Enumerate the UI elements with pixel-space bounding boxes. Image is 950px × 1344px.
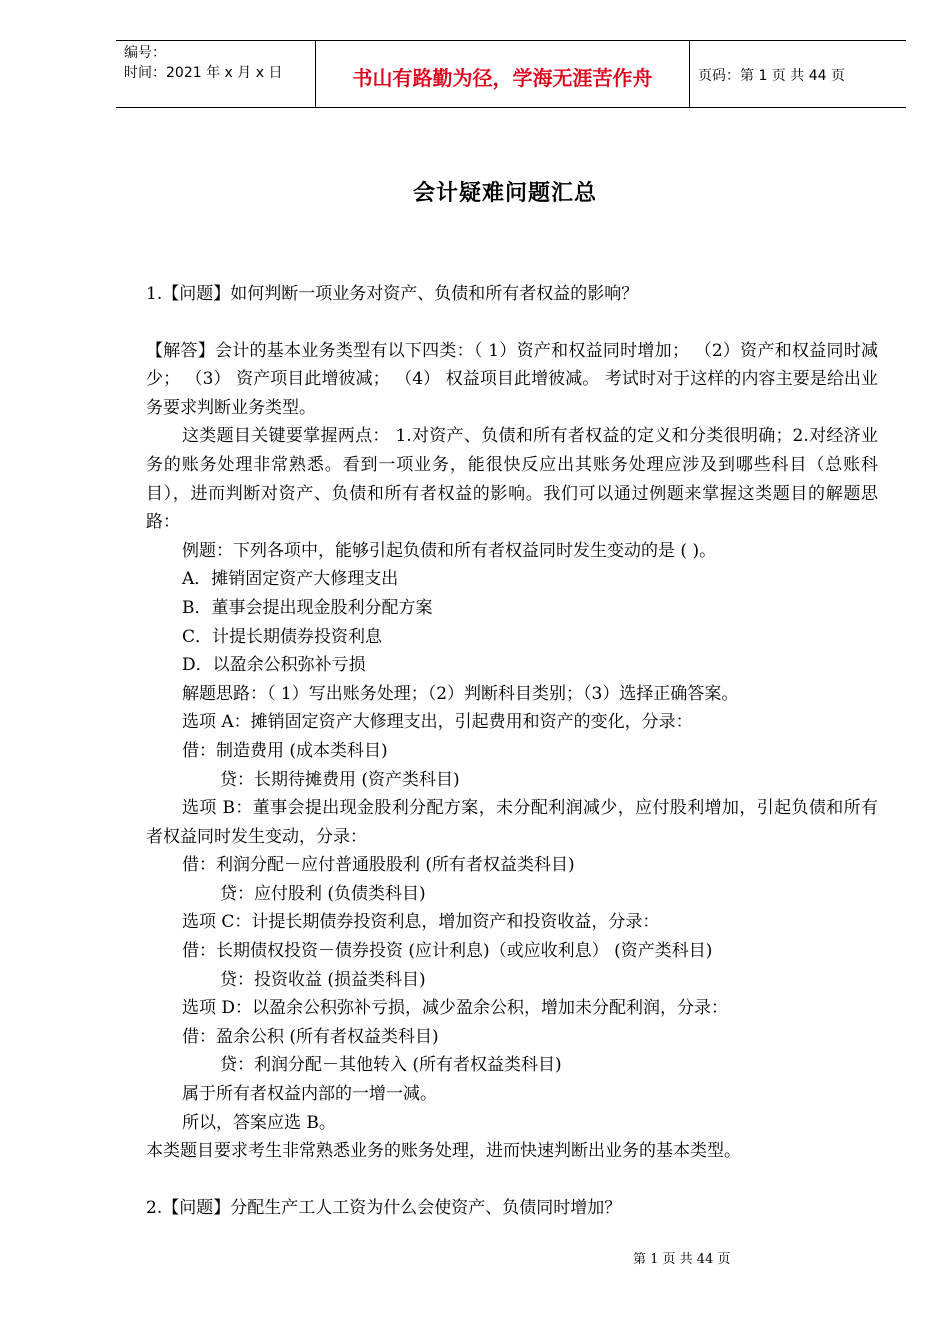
option-b: B．董事会提出现金股利分配方案 [182,597,433,618]
option-d-credit: 贷：利润分配－其他转入 (所有者权益类科目) [220,1055,562,1076]
header-meta [116,41,316,107]
page-header [116,40,906,108]
summary: 本类题目要求考生非常熟悉业务的账务处理，进而快速判断出业务的基本类型。 [146,1141,741,1162]
option-a-debit: 借：制造费用 (成本类科目) [182,740,388,761]
option-b-analysis: 选项 B：董事会提出现金股利分配方案，未分配利润减少，应付股利增加，引起负债和所有者权益同时发生变动，分录： [146,798,878,847]
option-c-analysis: 选项 C：计提长期债券投资利息，增加资产和投资收益，分录： [182,912,660,933]
time-label: 时间：2021 年 x 月 x 日 [124,65,283,81]
option-d-analysis: 选项 D：以盈余公积弥补亏损，减少盈余公积，增加未分配利润，分录： [182,998,729,1019]
question-2: 2.【问题】分配生产工人工资为什么会使资产、负债同时增加？ [146,1197,622,1218]
question-1: 1.【问题】如何判断一项业务对资产、负债和所有者权益的影响？ [146,284,639,304]
document-body [146,280,878,1222]
option-c: C．计提长期债券投资利息 [182,626,383,647]
header-page-info: 页码：第 1 页 共 44 页 [698,68,845,84]
option-c-debit: 借：长期债权投资－债券投资 (应计利息)（或应收利息） (资产类科目) [182,941,713,962]
option-b-credit: 贷：应付股利 (负债类科目) [220,883,426,904]
option-d: D．以盈余公积弥补亏损 [182,655,366,676]
document-title: 会计疑难问题汇总 [412,181,597,206]
option-c-credit: 贷：投资收益 (损益类科目) [220,969,426,990]
option-d-debit: 借：盈余公积 (所有者权益类科目) [182,1026,439,1047]
example-question: 例题：下列各项中，能够引起负债和所有者权益同时发生变动的是 ( )。 [182,540,717,561]
code-label: 编号： [124,45,166,61]
option-b-debit: 借：利润分配－应付普通股股利 (所有者权益类科目) [182,855,575,876]
option-a: A．摊销固定资产大修理支出 [182,569,399,590]
answer-paragraph-2: 这类题目关键要掌握两点： 1.对资产、负债和所有者权益的定义和分类很明确；2.对经济业务的账务处理非常熟悉。看到一项业务，能很快反应出其账务处理应涉及到哪些科目（总账科目），进而判断对资产、负债和所有者权益的影响。我们可以通过例题来掌握这类题目的解题思路： [146,426,878,533]
answer-paragraph-1: 【解答】会计的基本业务类型有以下四类：（ 1）资产和权益同时增加； （2）资产和权益同时减少； （3） 资产项目此增彼减； （4） 权益项目此增彼减。 考试时对于这样的内容主要是给出业务要求判断业务类型。 [146,340,878,418]
note-1: 属于所有者权益内部的一增一减。 [182,1084,437,1105]
header-motto: 书山有路勤为径，学海无涯苦作舟 [316,41,690,107]
approach: 解题思路：（ 1）写出账务处理；（2）判断科目类别；（3）选择正确答案。 [182,683,739,704]
option-a-credit: 贷：长期待摊费用 (资产类科目) [220,769,460,790]
page-footer: 第 1 页 共 44 页 [633,1252,731,1267]
option-a-analysis: 选项 A：摊销固定资产大修理支出，引起费用和资产的变化，分录： [182,712,693,733]
note-2: 所以，答案应选 B。 [182,1112,336,1133]
